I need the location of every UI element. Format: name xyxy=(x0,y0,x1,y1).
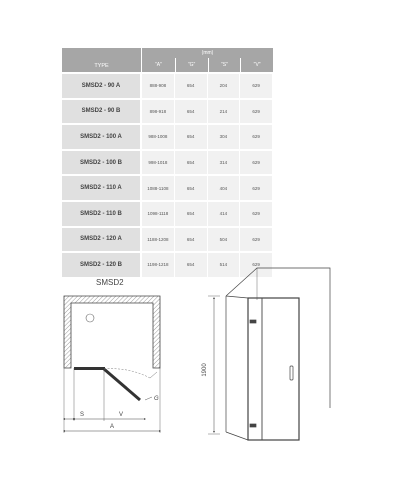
s-cell: 204 xyxy=(208,74,241,98)
type-cell: SMSD2 - 100 B xyxy=(62,151,142,175)
label-a: A xyxy=(110,424,115,430)
unit-header: (mm) xyxy=(201,50,214,56)
s-cell: 404 xyxy=(208,176,241,200)
column-header-a: "A" xyxy=(154,62,162,68)
height-label: 1900 xyxy=(202,363,208,377)
s-cell: 414 xyxy=(208,202,241,226)
a-cell: 888-908 xyxy=(142,74,175,98)
hinge-icon xyxy=(250,424,256,427)
s-cell: 504 xyxy=(208,228,241,252)
v-cell: 629 xyxy=(240,125,273,149)
v-cell: 629 xyxy=(240,151,273,175)
a-cell: 1198-1218 xyxy=(142,253,175,277)
type-header: TYPE xyxy=(62,48,142,72)
drain-icon xyxy=(86,314,94,322)
v-cell: 629 xyxy=(240,202,273,226)
v-cell: 629 xyxy=(240,74,273,98)
s-cell: 304 xyxy=(208,125,241,149)
g-cell: 654 xyxy=(175,100,208,124)
fixed-panel xyxy=(74,367,105,370)
elevation-view xyxy=(208,268,330,440)
type-cell: SMSD2 - 100 A xyxy=(62,125,142,149)
type-cell: SMSD2 - 90 B xyxy=(62,100,142,124)
s-cell: 514 xyxy=(208,253,241,277)
door-panel xyxy=(104,369,140,400)
type-cell: SMSD2 - 110 B xyxy=(62,202,142,226)
v-cell: 629 xyxy=(240,253,273,277)
v-cell: 629 xyxy=(240,228,273,252)
door-swing-arc-2 xyxy=(150,372,157,378)
g-cell: 654 xyxy=(175,151,208,175)
hinge-icon xyxy=(250,320,256,323)
type-cell: SMSD2 - 90 A xyxy=(62,74,142,98)
a-cell: 898-918 xyxy=(142,100,175,124)
type-cell: SMSD2 - 110 A xyxy=(62,176,142,200)
g-cell: 654 xyxy=(175,253,208,277)
a-cell: 998-1018 xyxy=(142,151,175,175)
g-cell: 654 xyxy=(175,202,208,226)
v-cell: 629 xyxy=(240,176,273,200)
plan-wall xyxy=(64,296,160,368)
a-cell: 988-1008 xyxy=(142,125,175,149)
a-cell: 1098-1118 xyxy=(142,202,175,226)
s-cell: 214 xyxy=(208,100,241,124)
g-cell: 654 xyxy=(175,176,208,200)
g-cell: 654 xyxy=(175,125,208,149)
label-v: V xyxy=(119,412,124,418)
column-header-v: "V" xyxy=(240,58,273,72)
s-cell: 314 xyxy=(208,151,241,175)
plan-title: SMSD2 xyxy=(96,278,124,287)
column-header-g: "G" xyxy=(175,58,208,72)
type-cell: SMSD2 - 120 A xyxy=(62,228,142,252)
plan-view xyxy=(64,296,160,433)
column-header-s: "S" xyxy=(208,58,241,72)
g-cell: 654 xyxy=(175,228,208,252)
label-g: G xyxy=(154,396,159,402)
a-cell: 1188-1208 xyxy=(142,228,175,252)
handle-icon xyxy=(290,366,293,380)
g-cell: 654 xyxy=(175,74,208,98)
a-cell: 1088-1108 xyxy=(142,176,175,200)
type-cell: SMSD2 - 120 B xyxy=(62,253,142,277)
v-cell: 629 xyxy=(240,100,273,124)
label-s: S xyxy=(80,412,85,418)
